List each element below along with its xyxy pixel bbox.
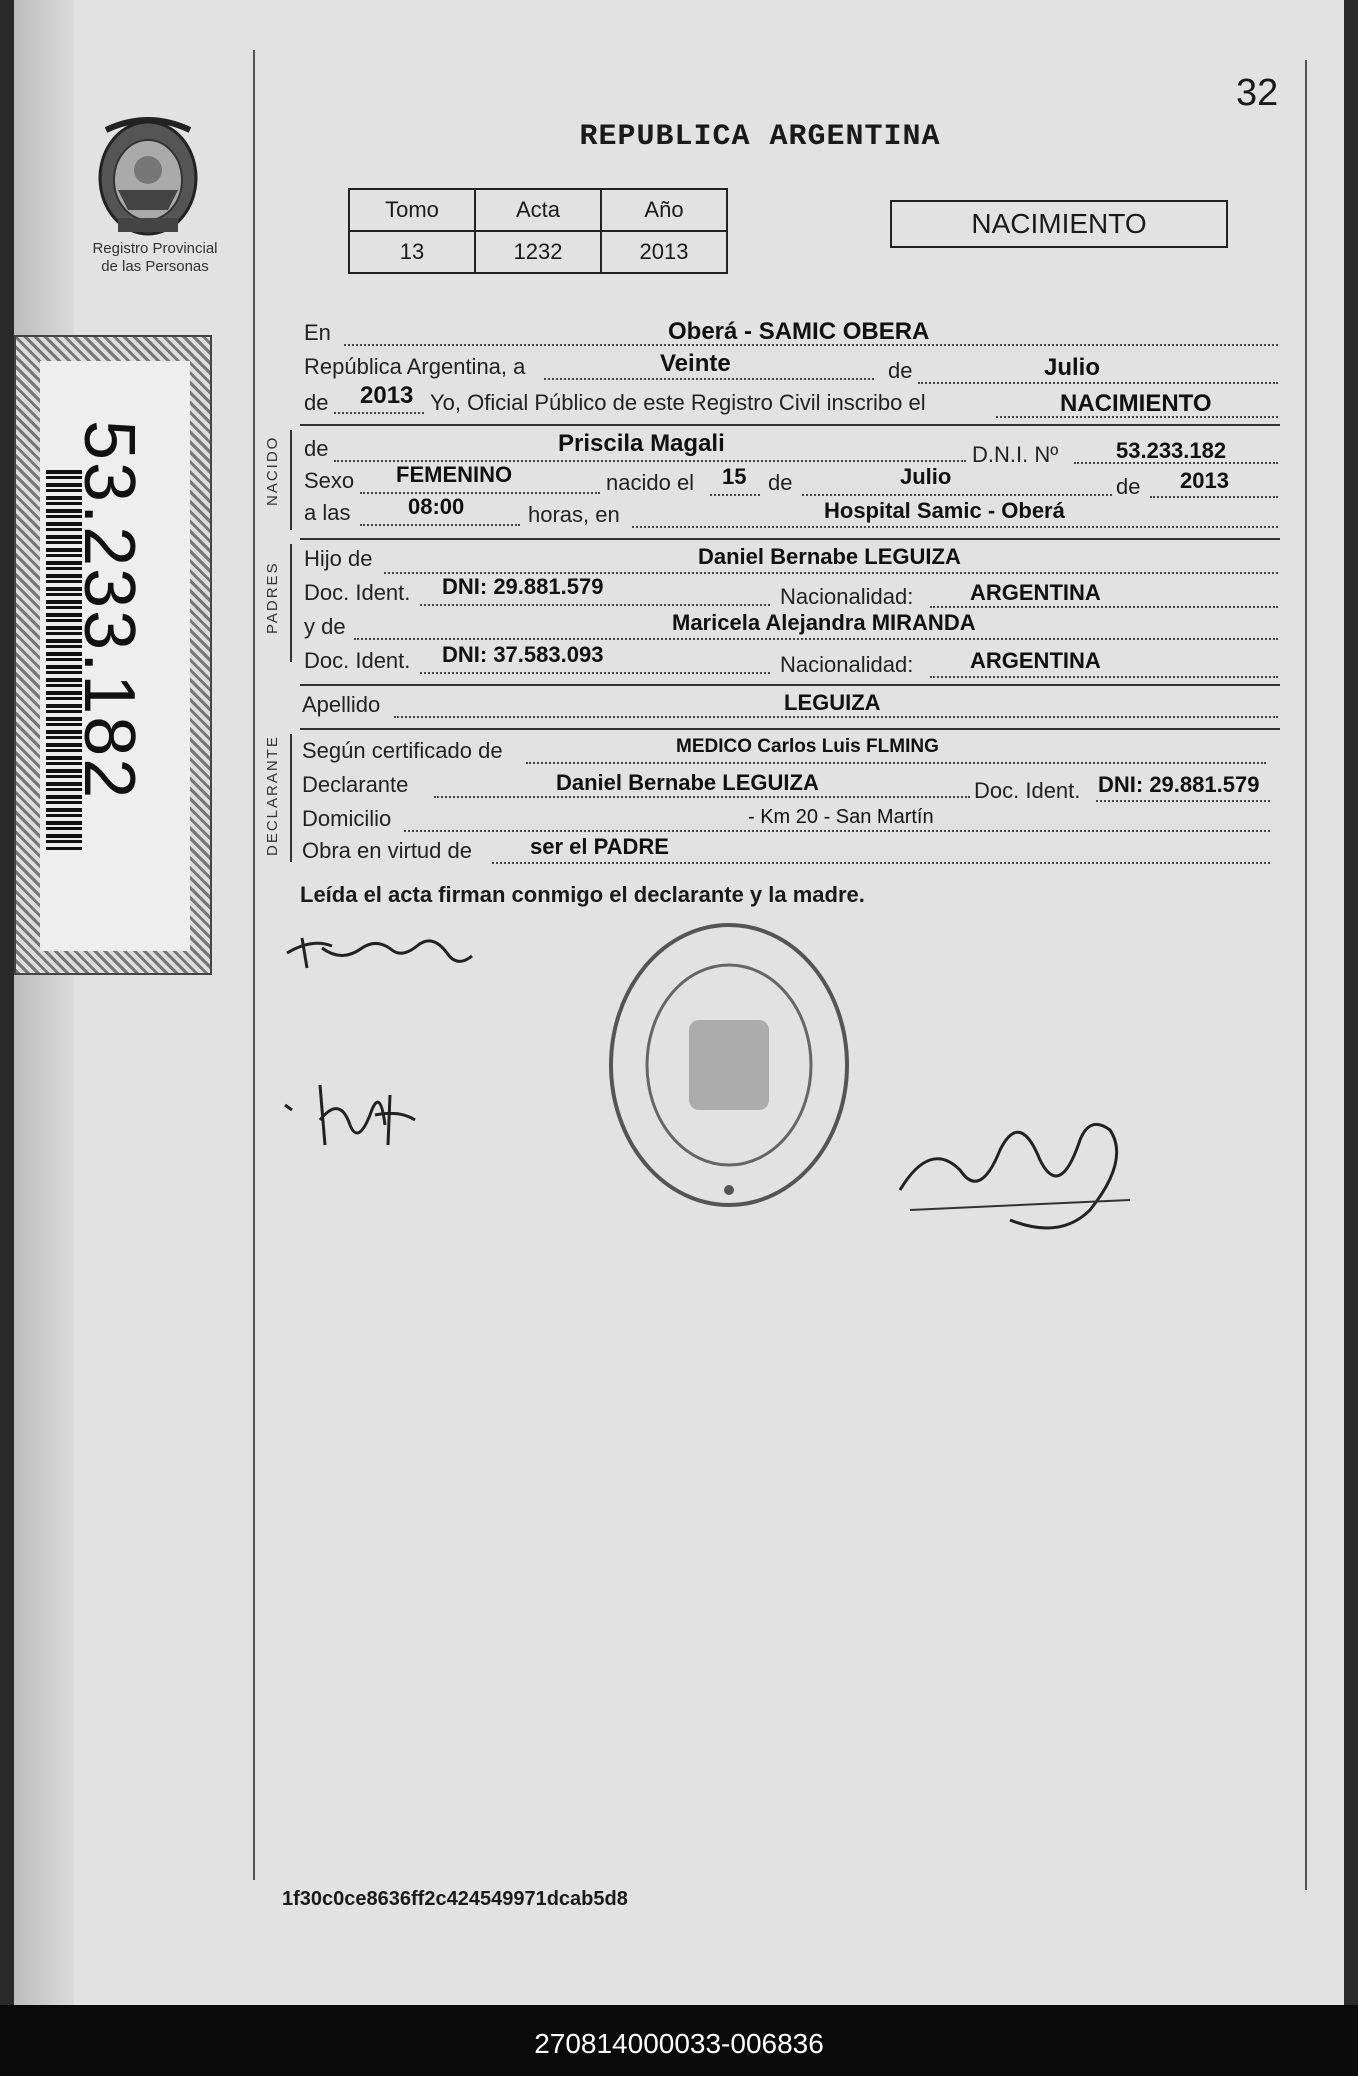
mother-doc-value: DNI: 37.583.093 xyxy=(442,642,604,667)
header-acta: Acta xyxy=(475,189,601,231)
cert-label: Según certificado de xyxy=(302,738,503,763)
dotted-line xyxy=(360,524,520,526)
dotted-line xyxy=(394,716,1278,718)
paper-shade xyxy=(14,0,74,2005)
father-nat-label: Nacionalidad: xyxy=(780,584,914,609)
father-doc-label: Doc. Ident. xyxy=(304,580,411,605)
domicile-label: Domicilio xyxy=(302,806,392,831)
dotted-line xyxy=(360,492,600,494)
mother-doc-label: Doc. Ident. xyxy=(304,648,411,673)
dotted-line xyxy=(710,494,760,496)
logo-caption-line2: de las Personas xyxy=(101,258,209,275)
born-de-label-3: de xyxy=(1116,474,1141,499)
value-tomo: 13 xyxy=(349,231,475,273)
nacido-section-label: NACIDO xyxy=(264,435,281,506)
declarant-doc-value: DNI: 29.881.579 xyxy=(1098,772,1260,797)
dotted-line xyxy=(354,638,1278,640)
day-words-value: Veinte xyxy=(660,350,731,377)
by-virtue-value: ser el PADRE xyxy=(530,834,669,859)
document-title: REPUBLICA ARGENTINA xyxy=(579,120,941,154)
year-value: 2013 xyxy=(360,382,414,409)
by-virtue-label: Obra en virtud de xyxy=(302,838,472,863)
hours-label: horas, en xyxy=(528,502,620,527)
cert-value: MEDICO Carlos Luis FLMING xyxy=(676,736,939,757)
official-signature-icon xyxy=(890,1100,1150,1250)
barcode-number: 53.233.182 xyxy=(69,420,149,801)
separator xyxy=(300,424,1280,426)
dotted-line xyxy=(1150,496,1278,498)
year-prefix-label: de xyxy=(304,390,329,415)
page-number: 32 xyxy=(1236,72,1279,114)
dotted-line xyxy=(492,862,1270,864)
father-doc-value: DNI: 29.881.579 xyxy=(442,574,604,599)
surname-label: Apellido xyxy=(302,692,381,717)
born-de-label-2: de xyxy=(768,470,793,495)
act-type-box: NACIMIENTO xyxy=(890,200,1228,248)
dotted-line xyxy=(434,796,970,798)
en-label: En xyxy=(304,320,331,345)
son-of-label: Hijo de xyxy=(304,546,373,571)
section-bracket xyxy=(290,544,292,662)
signature-mother-icon xyxy=(280,1065,430,1155)
registry-table xyxy=(348,188,728,274)
coat-of-arms-icon xyxy=(88,110,208,240)
mother-value: Maricela Alejandra MIRANDA xyxy=(672,610,976,635)
registry-stamp-icon xyxy=(604,915,854,1215)
dotted-line xyxy=(802,494,1112,496)
born-place-value: Hospital Samic - Oberá xyxy=(824,498,1065,523)
born-month-value: Julio xyxy=(900,464,952,489)
dotted-line xyxy=(632,526,1278,528)
inscription-type-value: NACIMIENTO xyxy=(1060,390,1212,417)
dni-label: D.N.I. Nº xyxy=(972,442,1059,467)
section-bracket xyxy=(290,734,292,862)
signature-declarant-icon xyxy=(282,918,482,978)
left-rule xyxy=(253,50,255,1880)
born-name-value: Priscila Magali xyxy=(558,430,725,457)
mother-nat-value: ARGENTINA xyxy=(970,648,1101,673)
value-anio: 2013 xyxy=(601,231,727,273)
separator xyxy=(300,728,1280,730)
born-de-label: de xyxy=(304,436,329,461)
declarant-doc-label: Doc. Ident. xyxy=(974,778,1081,803)
place-value: Oberá - SAMIC OBERA xyxy=(668,318,930,345)
provincial-logo xyxy=(88,110,208,250)
dotted-line xyxy=(918,382,1278,384)
header-anio: Año xyxy=(601,189,727,231)
and-label: y de xyxy=(304,614,346,639)
month-value: Julio xyxy=(1044,354,1101,381)
at-label: a las xyxy=(304,500,351,525)
born-day-value: 15 xyxy=(722,464,747,489)
mother-nat-label: Nacionalidad: xyxy=(780,652,914,677)
de-label: de xyxy=(888,358,913,383)
born-on-label: nacido el xyxy=(606,470,695,495)
time-value: 08:00 xyxy=(408,494,465,519)
logo-caption-line1: Registro Provincial xyxy=(92,240,218,257)
republic-label: República Argentina, a xyxy=(304,354,526,379)
born-year-value: 2013 xyxy=(1180,468,1229,493)
officer-text: Yo, Oficial Público de este Registro Civil inscribo el xyxy=(430,390,926,415)
footer-id: 270814000033-006836 xyxy=(534,2028,824,2059)
document-hash: 1f30c0ce8636ff2c424549971dcab5d8 xyxy=(282,1888,628,1910)
dotted-line xyxy=(1096,800,1270,802)
separator xyxy=(300,538,1280,540)
declarant-label: Declarante xyxy=(302,772,409,797)
father-value: Daniel Bernabe LEGUIZA xyxy=(698,544,961,569)
dotted-line xyxy=(930,606,1278,608)
declarant-value: Daniel Bernabe LEGUIZA xyxy=(556,770,819,795)
domicile-value: - Km 20 - San Martín xyxy=(748,806,934,828)
padres-section-label: PADRES xyxy=(264,561,281,634)
sex-label: Sexo xyxy=(304,468,355,493)
dotted-line xyxy=(420,604,770,606)
closing-statement: Leída el acta firman conmigo el declarante y la madre. xyxy=(300,882,865,907)
header-tomo: Tomo xyxy=(349,189,475,231)
dotted-line xyxy=(420,672,770,674)
dotted-line xyxy=(544,378,874,380)
born-dni-value: 53.233.182 xyxy=(1116,438,1227,463)
declarante-section-label: DECLARANTE xyxy=(264,735,281,856)
sex-value: FEMENINO xyxy=(396,462,513,487)
surname-value: LEGUIZA xyxy=(784,690,881,715)
father-nat-value: ARGENTINA xyxy=(970,580,1101,605)
dotted-line xyxy=(404,830,1270,832)
logo-caption xyxy=(70,240,240,276)
dotted-line xyxy=(930,676,1278,678)
separator xyxy=(300,684,1280,686)
value-acta: 1232 xyxy=(475,231,601,273)
dotted-line xyxy=(334,412,424,414)
dotted-line xyxy=(526,762,1266,764)
section-bracket xyxy=(290,430,292,530)
right-rule xyxy=(1305,60,1307,1890)
